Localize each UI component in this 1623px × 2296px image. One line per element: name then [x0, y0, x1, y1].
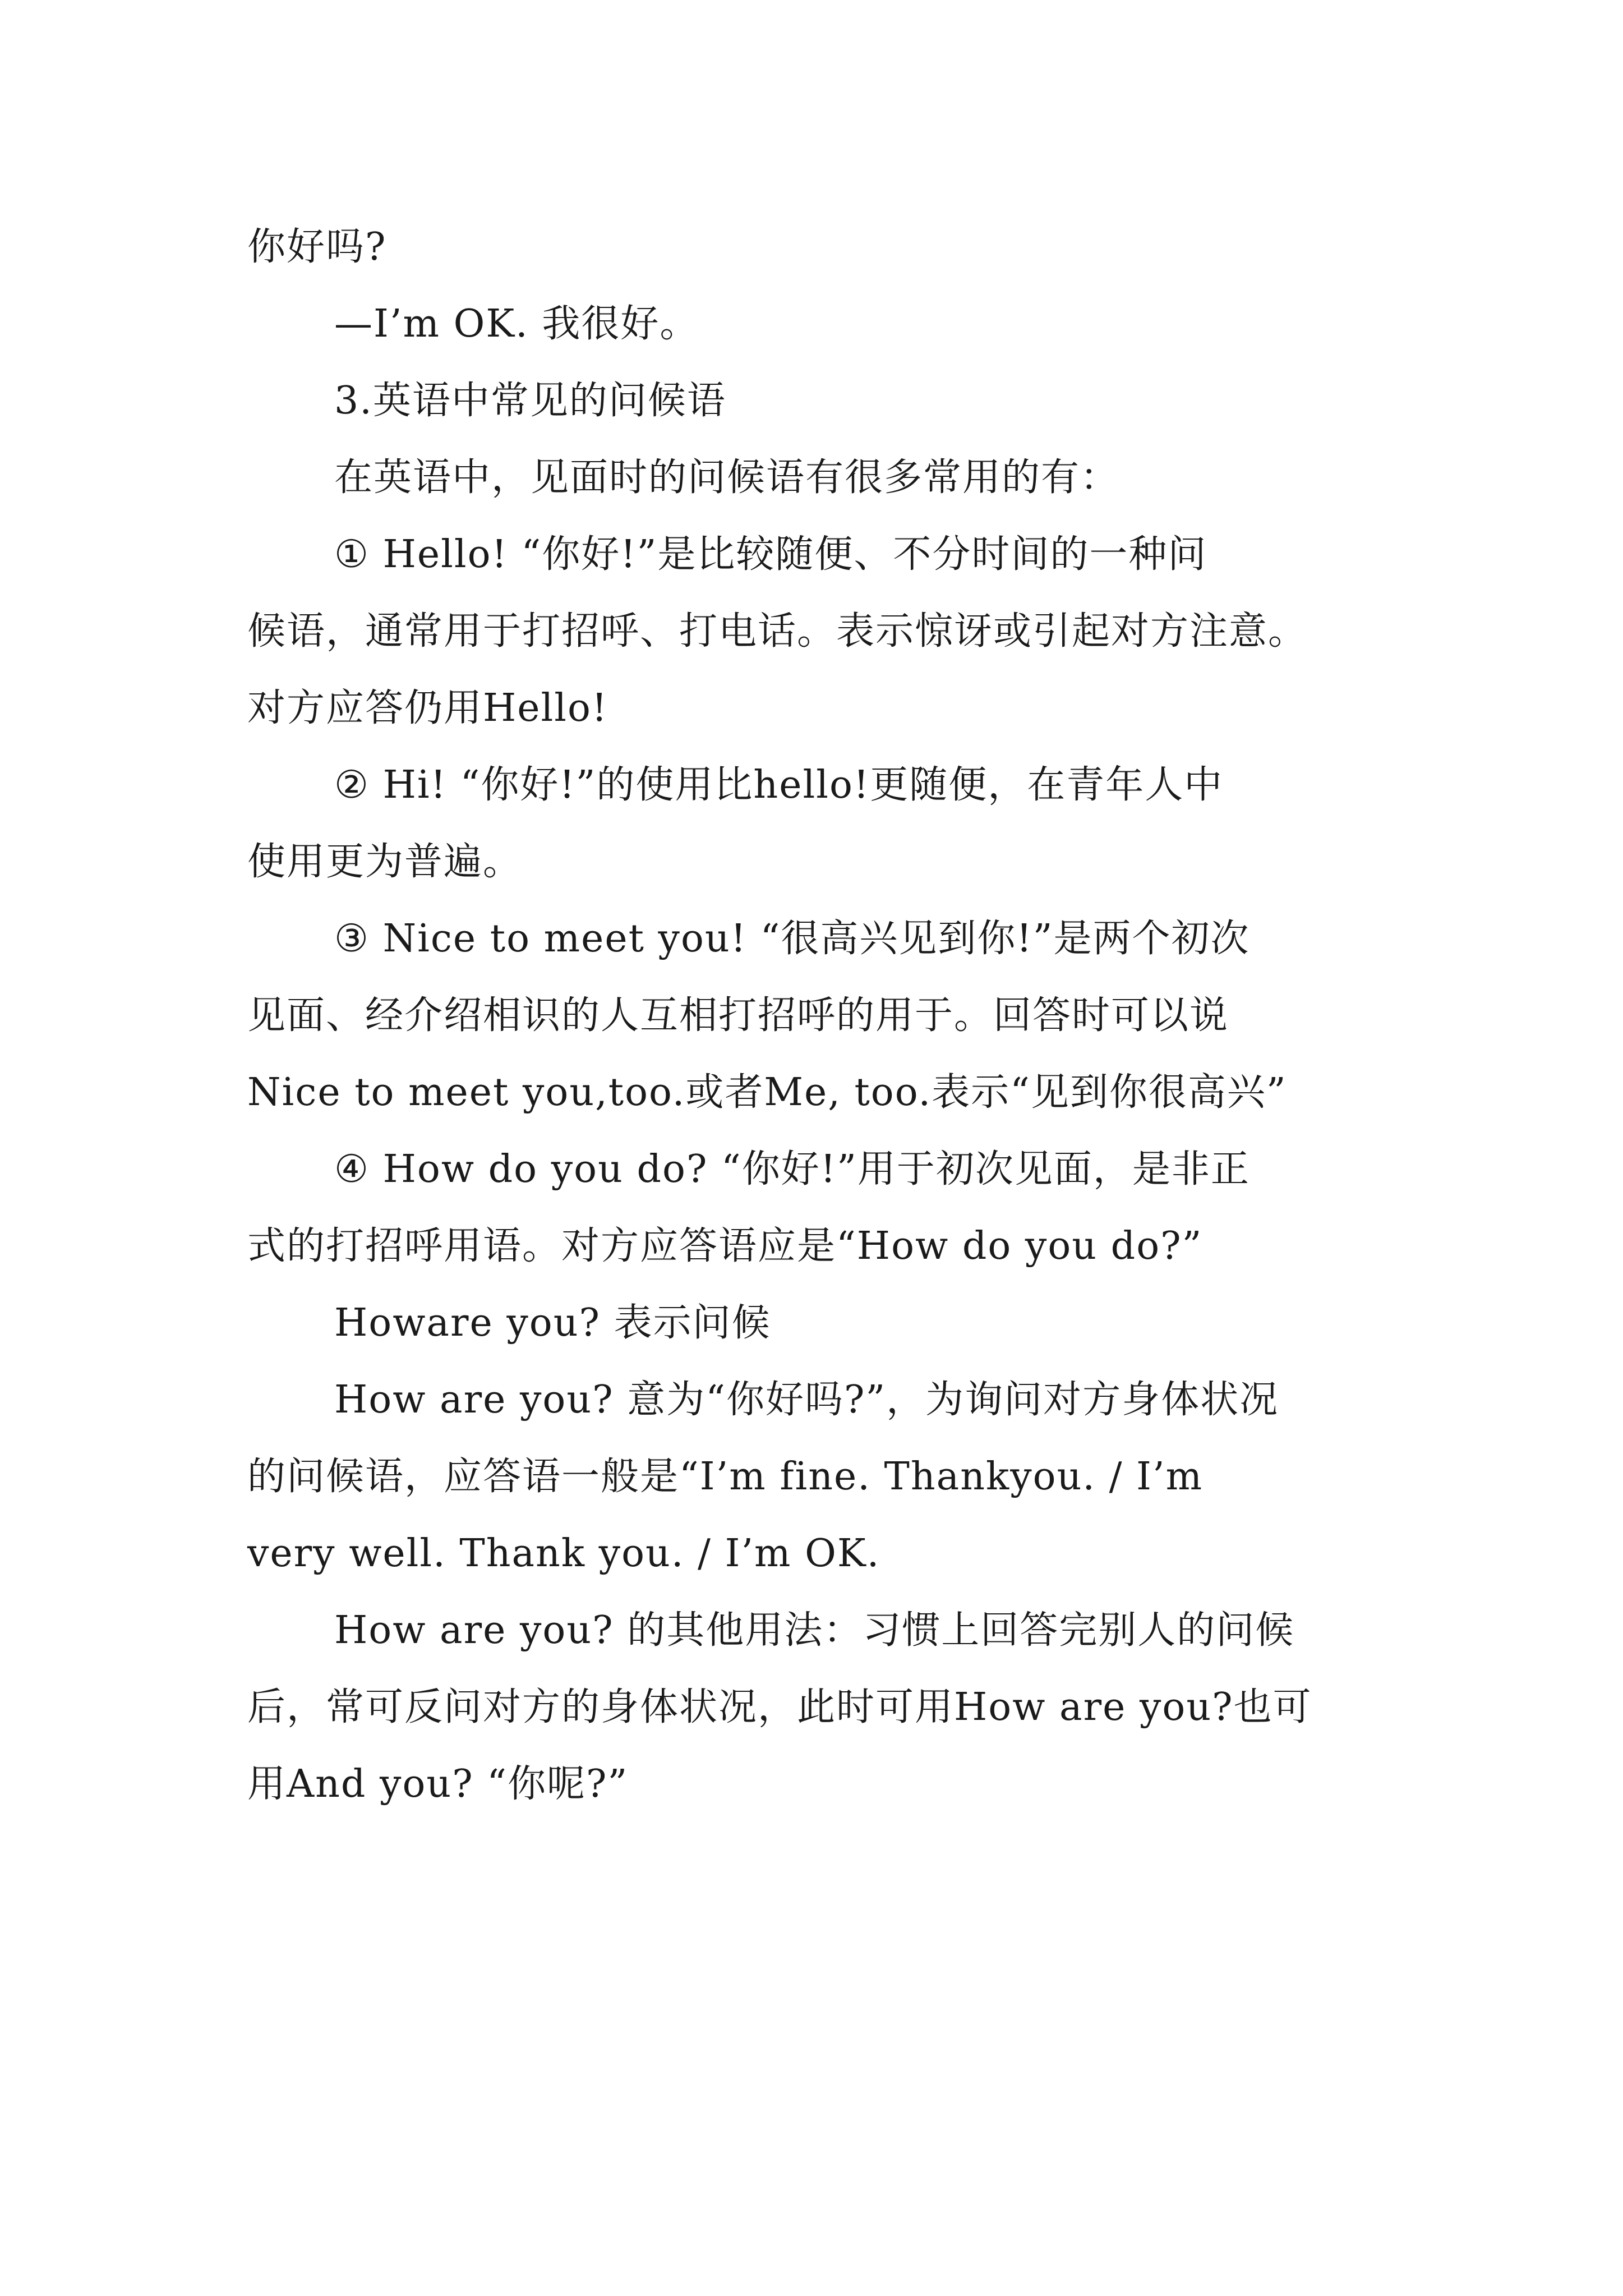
- text-line: 候语，通常用于打招呼、打电话。表示惊讶或引起对方注意。: [247, 609, 1308, 654]
- document-body: [247, 209, 1397, 1823]
- list-item-1: ① Hello! “你好!”是比较随便、不分时间的一种问: [334, 532, 1207, 577]
- text-line: How are you? 意为“你好吗?”，为询问对方身体状况: [334, 1378, 1279, 1422]
- text-line: 你好吗?: [247, 225, 387, 269]
- text-line: 在英语中，见面时的问候语有很多常用的有：: [334, 455, 1120, 500]
- text-line: Howare you? 表示问候: [334, 1301, 771, 1345]
- text-line: 用And you? “你呢?”: [247, 1762, 629, 1806]
- text-line: Nice to meet you,too.或者Me, too.表示“见到你很高兴”: [247, 1070, 1287, 1115]
- list-item-4: ④ How do you do? “你好!”用于初次见面，是非正: [334, 1147, 1250, 1191]
- text-line: 对方应答仍用Hello!: [247, 686, 608, 730]
- list-item-2: ② Hi! “你好!”的使用比hello!更随便，在青年人中: [334, 763, 1224, 807]
- text-line: 见面、经介绍相识的人互相打招呼的用于。回答时可以说: [247, 993, 1229, 1038]
- text-line: 使用更为普遍。: [247, 840, 523, 884]
- text-line: 式的打招呼用语。对方应答语应是“How do you do?”: [247, 1224, 1203, 1268]
- text-line: 的问候语，应答语一般是“I’m fine. Thankyou. / I’m: [247, 1455, 1204, 1499]
- text-line: 后，常可反问对方的身体状况，此时可用How are you?也可: [247, 1685, 1312, 1729]
- section-heading: 3.英语中常见的问候语: [334, 379, 726, 423]
- text-line: How are you? 的其他用法：习惯上回答完别人的问候: [334, 1608, 1295, 1653]
- text-line: —I’m OK. 我很好。: [334, 302, 699, 346]
- list-item-3: ③ Nice to meet you! “很高兴见到你!”是两个初次: [334, 917, 1250, 961]
- text-line: very well. Thank you. / I’m OK.: [247, 1531, 880, 1576]
